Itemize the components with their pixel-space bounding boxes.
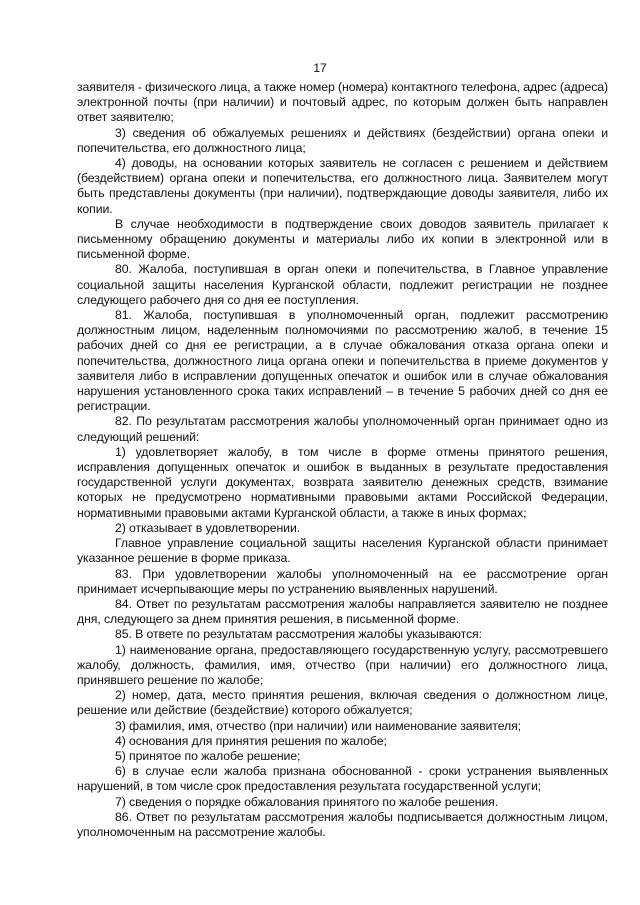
document-body	[77, 80, 608, 840]
paragraph-85-item-4: 4) основания для принятия решения по жалобе;	[115, 733, 387, 748]
paragraph-82: 82. По результатам рассмотрения жалобы уполномоченный орган принимает одно из следующий решений:	[77, 414, 608, 444]
paragraph-84: 84. Ответ по результатам рассмотрения жалобы направляется заявителю не позднее дня, следующего за днем принятия решения, в письменной форме.	[77, 596, 608, 627]
paragraph-item-3: 3) сведения об обжалуемых решениях и действиях (бездействии) органа опеки и попечительства, его должностного лица;	[77, 125, 608, 155]
paragraph-83: 83. При удовлетворении жалобы уполномоченный на ее рассмотрение орган принимает исчерпывающие меры по устранению выявленных нарушений.	[77, 566, 608, 596]
paragraph-85-item-7: 7) сведения о порядке обжалования принятого по жалобе решения.	[115, 794, 499, 809]
paragraph-81: 81. Жалоба, поступившая в уполномоченный орган, подлежит рассмотрению должностным лицом, наделенным полномочиями по рассмотрению жалоб, в течение 15 рабочих дней со дня ее регистрации, а в случае обжалования отказа органа опеки и попечительства, должностного лица органа опеки и попечительства в приеме документов у заявителя либо в исправлении допущенных опечаток и ошибок или в случае обжалования нарушения установленного срока таких исправлений – в течение 5 рабочих дней со дня ее регистрации.	[77, 308, 608, 414]
paragraph-continuation: заявителя - физического лица, а также номер (номера) контактного телефона, адрес (адреса) электронной почты (при наличии) и почтовый адрес, по которым должен быть направлен ответ заявителю;	[77, 80, 608, 125]
paragraph-82-item-1: 1) удовлетворяет жалобу, в том числе в форме отмены принятого решения, исправления допущенных опечаток и ошибок в выданных в результате предоставления государственной услуги документах, возврата заявителю денежных средств, взимание которых не предусмотрено нормативными правовыми актами Российской Федерации, нормативными правовыми актами Курганской области, а также в иных формах;	[77, 444, 608, 520]
paragraph-86: 86. Ответ по результатам рассмотрения жалобы подписывается должностным лицом, уполномоченным на рассмотрение жалобы.	[77, 809, 608, 839]
paragraph-80: 80. Жалоба, поступившая в орган опеки и попечительства, в Главное управление социальной защиты населения Курганской области, подлежит регистрации не позднее следующего рабочего дня со дня ее поступления.	[77, 262, 608, 307]
paragraph-85-item-5: 5) принятое по жалобе решение;	[115, 748, 301, 763]
paragraph-85: 85. В ответе по результатам рассмотрения жалобы указываются:	[115, 627, 482, 642]
page-number: 17	[313, 61, 327, 75]
paragraph-85-item-2: 2) номер, дата, место принятия решения, включая сведения о должностном лице, решение или действие (бездействие) которого обжалуется;	[77, 688, 608, 718]
paragraph-82-item-2: 2) отказывает в удовлетворении.	[115, 520, 301, 535]
paragraph-order-decision: Главное управление социальной защиты населения Курганской области принимает указанное решение в форме приказа.	[77, 536, 608, 566]
paragraph-85-item-1: 1) наименование органа, предоставляющего государственную услугу, рассмотревшего жалобу, должность, фамилия, имя, отчество (при наличии) его должностного лица, принявшего решение по жалобе;	[77, 642, 608, 687]
paragraph-attachments: В случае необходимости в подтверждение своих доводов заявитель прилагает к письменному обращению документы и материалы либо их копии в электронной или в письменной форме.	[77, 216, 608, 262]
paragraph-85-item-3: 3) фамилия, имя, отчество (при наличии) или наименование заявителя;	[115, 718, 521, 733]
paragraph-85-item-6: 6) в случае если жалоба признана обоснованной - сроки устранения выявленных нарушений, в том числе срок предоставления результата государственной услуги;	[77, 764, 608, 794]
paragraph-item-4: 4) доводы, на основании которых заявитель не согласен с решением и действием (бездействием) органа опеки и попечительства, его должностного лица. Заявителем могут быть представлены документы (при наличии), подтверждающие доводы заявителя, либо их копии.	[77, 156, 608, 216]
